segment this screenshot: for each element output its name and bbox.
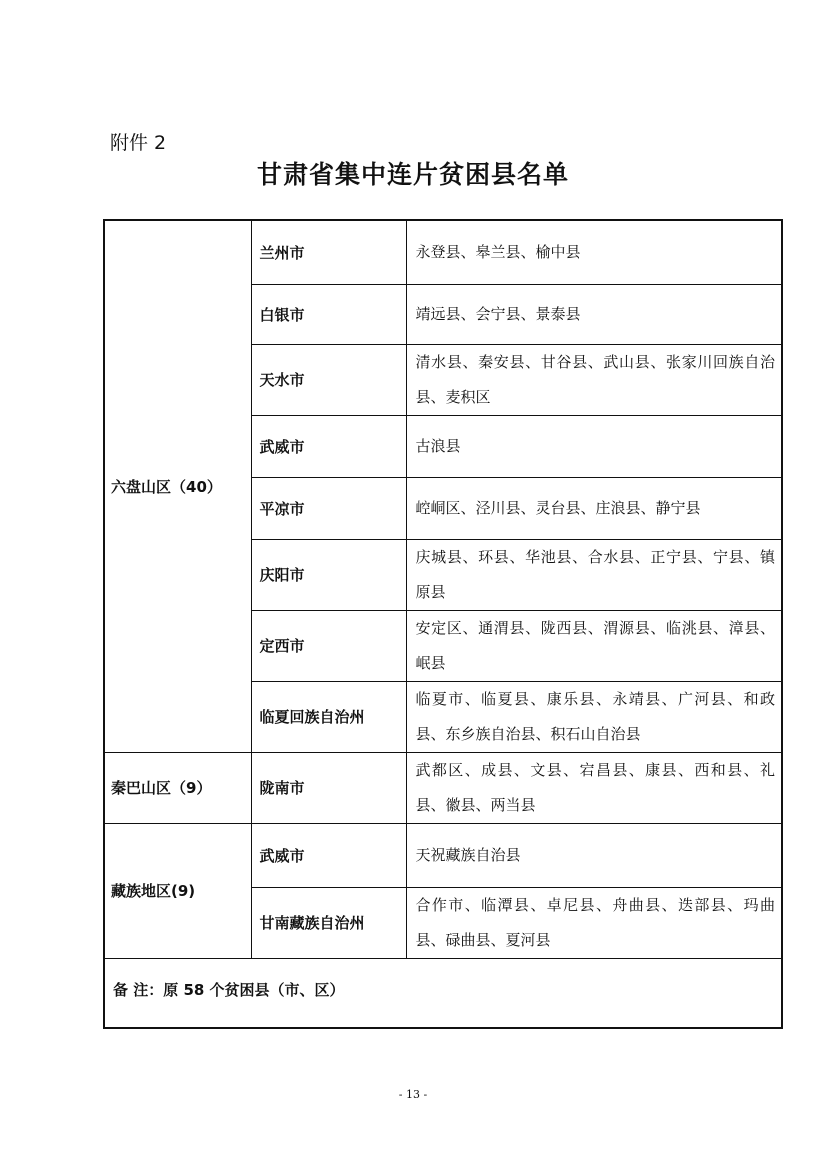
city-cell: 白银市 xyxy=(251,284,406,344)
counties-cell: 靖远县、会宁县、景泰县 xyxy=(406,284,782,344)
counties-cell: 武都区、成县、文县、宕昌县、康县、西和县、礼县、徽县、两当县 xyxy=(406,752,782,823)
table-row xyxy=(104,220,782,284)
poverty-county-table xyxy=(103,219,783,1029)
city-cell: 武威市 xyxy=(251,415,406,477)
attachment-label: 附件 2 xyxy=(110,132,167,154)
note-text: 备 注：原 58 个贫困县（市、区） xyxy=(104,958,782,1028)
city-cell: 天水市 xyxy=(251,344,406,415)
city-cell: 定西市 xyxy=(251,610,406,681)
page-number: - 13 - xyxy=(398,1088,428,1101)
counties-cell: 安定区、通渭县、陇西县、渭源县、临洮县、漳县、岷县 xyxy=(406,610,782,681)
document-title: 甘肃省集中连片贫困县名单 xyxy=(256,160,569,189)
region-cell: 秦巴山区（9） xyxy=(104,752,251,823)
table-row xyxy=(104,752,782,823)
counties-cell: 庆城县、环县、华池县、合水县、正宁县、宁县、镇原县 xyxy=(406,539,782,610)
city-cell: 平凉市 xyxy=(251,477,406,539)
note-row xyxy=(104,958,782,1028)
region-cell: 六盘山区（40） xyxy=(104,220,251,752)
counties-cell: 清水县、秦安县、甘谷县、武山县、张家川回族自治县、麦积区 xyxy=(406,344,782,415)
city-cell: 兰州市 xyxy=(251,220,406,284)
counties-cell: 古浪县 xyxy=(406,415,782,477)
city-cell: 庆阳市 xyxy=(251,539,406,610)
region-cell: 藏族地区(9) xyxy=(104,823,251,958)
counties-cell: 临夏市、临夏县、康乐县、永靖县、广河县、和政县、东乡族自治县、积石山自治县 xyxy=(406,681,782,752)
counties-cell: 永登县、皋兰县、榆中县 xyxy=(406,220,782,284)
table-row xyxy=(104,823,782,887)
counties-cell: 崆峒区、泾川县、灵台县、庄浪县、静宁县 xyxy=(406,477,782,539)
city-cell: 临夏回族自治州 xyxy=(251,681,406,752)
city-cell: 陇南市 xyxy=(251,752,406,823)
city-cell: 甘南藏族自治州 xyxy=(251,887,406,958)
city-cell: 武威市 xyxy=(251,823,406,887)
counties-cell: 合作市、临潭县、卓尼县、舟曲县、迭部县、玛曲县、碌曲县、夏河县 xyxy=(406,887,782,958)
counties-cell: 天祝藏族自治县 xyxy=(406,823,782,887)
